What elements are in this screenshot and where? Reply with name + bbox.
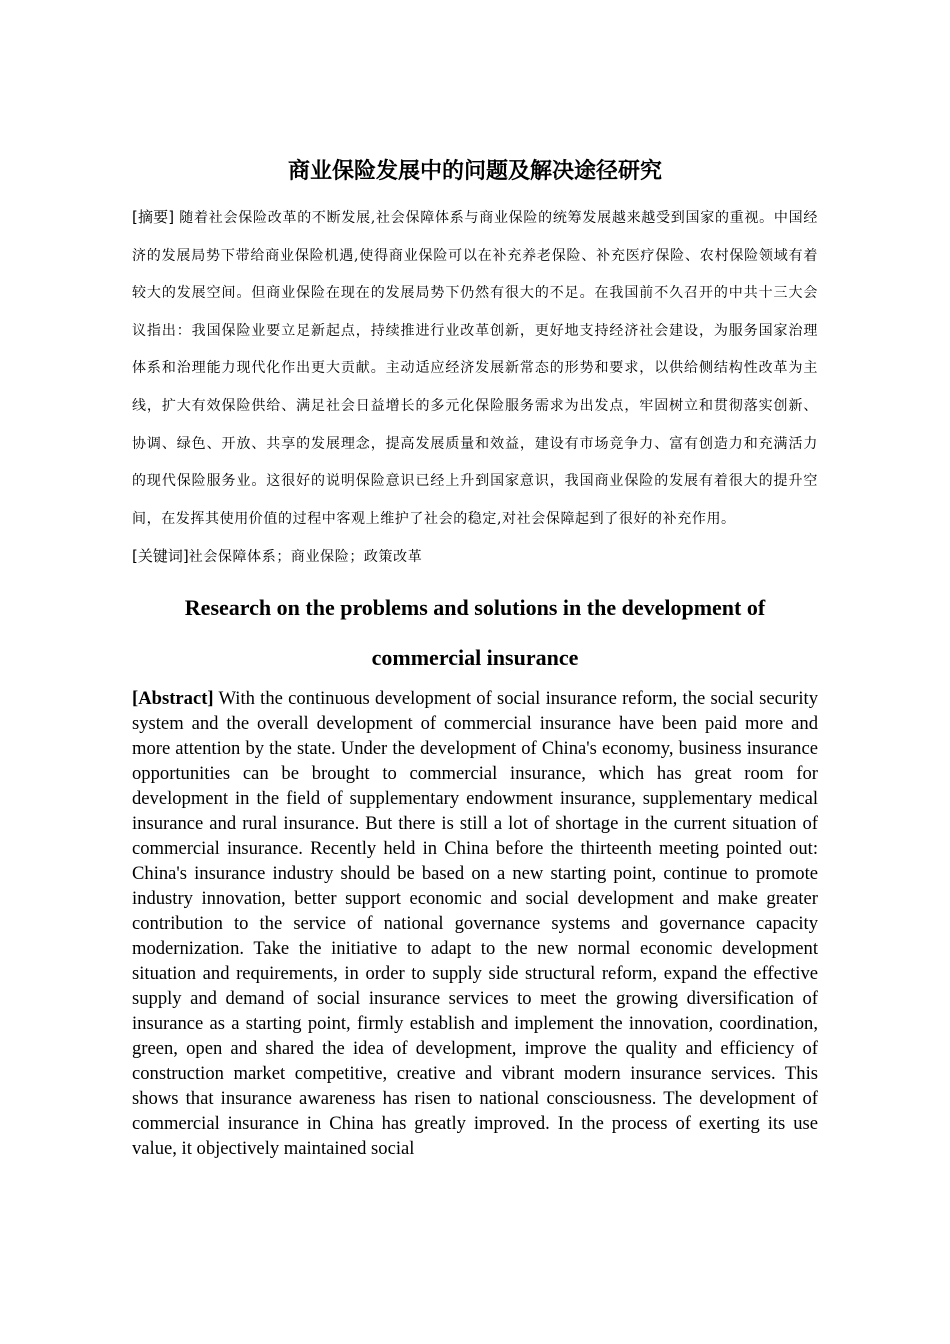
english-abstract-text: With the continuous development of social insurance reform, the social security system and the overall development of commercial insurance have been paid more and more attention by the state. Under the development of China's economy, business insurance opportunities can be brought to commercial insurance, which has great room for development in the field of supplementary endowment insurance, supplementary medical insurance and rural insurance. But there is still a lot of shortage in the current situation of commercial insurance. Recently held in China before the thirteenth meeting pointed out: China's insurance industry should be based on a new starting point, continue to promote industry innovation, better support economic and social development and make greater contribution to the service of national governance systems and governance capacity modernization. Take the initiative to adapt to the new normal economic development situation and requirements, in order to supply side structural reform, expand the effective supply and demand of social insurance services to meet the growing diversification of insurance as a starting point, firmly establish and implement the innovation, coordination, green, open and shared the idea of development, improve the quality and efficiency of construction market competitive, creative and vibrant modern insurance services. This shows that insurance awareness has risen to national consciousness. The development of commercial insurance in China has greatly improved. In the process of exerting its use value, it objectively maintained social [132,688,818,1160]
chinese-abstract-text: 随着社会保险改革的不断发展,社会保障体系与商业保险的统筹发展越来越受到国家的重视。中国经济的发展局势下带给商业保险机遇,使得商业保险可以在补充养老保险、补充医疗保险、农村保险领域有着较大的发展空间。但商业保险在现在的发展局势下仍然有很大的不足。在我国前不久召开的中共十三大会议指出：我国保险业要立足新起点，持续推进行业改革创新，更好地支持经济社会建设，为服务国家治理体系和治理能力现代化作出更大贡献。主动适应经济发展新常态的形势和要求，以供给侧结构性改革为主线，扩大有效保险供给、满足社会日益增长的多元化保险服务需求为出发点，牢固树立和贯彻落实创新、协调、绿色、开放、共享的发展理念，提高发展质量和效益，建设有市场竞争力、富有创造力和充满活力的现代保险服务业。这很好的说明保险意识已经上升到国家意识，我国商业保险的发展有着很大的提升空间，在发挥其使用价值的过程中客观上维护了社会的稳定,对社会保障起到了很好的补充作用。 [132,210,818,527]
chinese-keywords [132,538,818,575]
english-abstract [132,686,818,1161]
page-content [132,155,818,1161]
chinese-keywords-label: [关键词] [132,547,189,566]
chinese-title: 商业保险发展中的问题及解决途径研究 [287,159,662,184]
english-title [132,583,818,683]
chinese-keywords-text: 社会保障体系；商业保险；政策改革 [188,549,423,566]
english-title-line1: Research on the problems and solutions in the development of [184,595,766,621]
english-abstract-label: [Abstract] [132,688,214,710]
chinese-abstract [132,199,818,538]
chinese-abstract-label: [摘要] [132,208,175,226]
english-title-line2: commercial insurance [371,645,579,671]
